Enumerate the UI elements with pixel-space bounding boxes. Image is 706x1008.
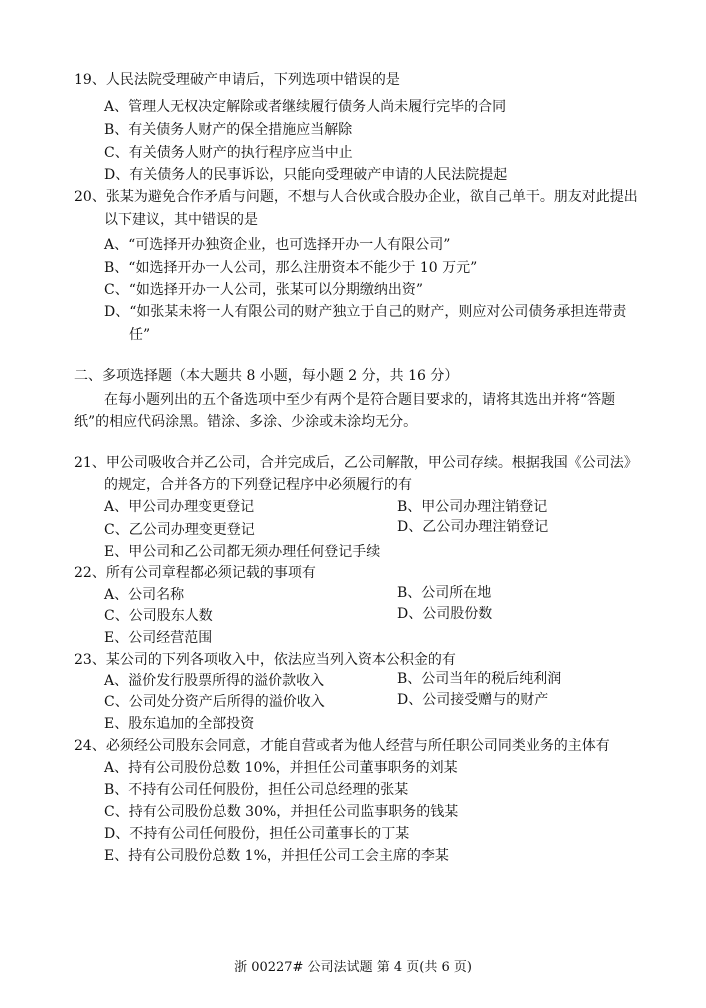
question-24-option-e: E、持有公司股份总数 1%，并担任公司工会主席的李某 [104, 848, 449, 864]
question-21-option-c: C、乙公司办理变更登记 [104, 522, 255, 538]
question-20-stem-line2: 以下建议，其中错误的是 [104, 212, 258, 228]
question-21-stem-line1: 21、甲公司吸收合并乙公司，合并完成后，乙公司解散，甲公司存续。根据我国《公司法》 [74, 455, 638, 471]
question-21-option-b: B、甲公司办理注销登记 [397, 499, 548, 515]
question-21-stem-line2: 的规定，合并各方的下列登记程序中必须履行的有 [104, 477, 412, 493]
question-24-option-a: A、持有公司股份总数 10%，并担任公司董事职务的刘某 [104, 760, 458, 776]
question-19-option-c: C、有关债务人财产的执行程序应当中止 [104, 145, 353, 161]
question-22-stem: 22、所有公司章程都必须记载的事项有 [74, 565, 316, 581]
question-19-stem: 19、人民法院受理破产申请后，下列选项中错误的是 [74, 72, 400, 88]
question-23-option-b: B、公司当年的税后纯利润 [397, 671, 562, 687]
question-22-option-d: D、公司股份数 [397, 606, 493, 622]
question-20-stem-line1: 20、张某为避免合作矛盾与问题，不想与人合伙或合股办企业，欲自己单干。朋友对此提出 [74, 189, 638, 205]
question-20-option-b: B、“如选择开办一人公司，那么注册资本不能少于 10 万元” [104, 260, 478, 276]
question-20-option-d-continued: 任” [129, 327, 151, 343]
question-23-option-e: E、股东追加的全部投资 [104, 716, 255, 732]
section-2-heading: 二、多项选择题（本大题共 8 小题，每小题 2 分，共 16 分） [74, 368, 459, 384]
question-20-option-d: D、“如张某未将一人有限公司的财产独立于自己的财产，则应对公司债务承担连带责 [104, 304, 627, 320]
question-24-option-b: B、不持有公司任何股份，担任公司总经理的张某 [104, 782, 409, 798]
question-23-option-d: D、公司接受赠与的财产 [397, 692, 549, 708]
section-2-instruction-line1: 在每小题列出的五个备选项中至少有两个是符合题目要求的，请将其选出并将“答题 [104, 392, 616, 408]
question-21-option-a: A、甲公司办理变更登记 [104, 499, 255, 515]
question-19-option-b: B、有关债务人财产的保全措施应当解除 [104, 122, 353, 138]
question-23-stem: 23、某公司的下列各项收入中，依法应当列入资本公积金的有 [74, 652, 456, 668]
question-24-stem: 24、必须经公司股东会同意，才能自营或者为他人经营与所任职公司同类业务的主体有 [74, 738, 610, 754]
question-19-option-d: D、有关债务人的民事诉讼，只能向受理破产申请的人民法院提起 [104, 167, 508, 183]
question-20-option-a: A、“可选择开办独资企业，也可选择开办一人有限公司” [104, 237, 451, 253]
page-footer: 浙 00227# 公司法试题 第 4 页(共 6 页) [234, 960, 472, 975]
question-22-option-a: A、公司名称 [104, 587, 185, 603]
section-2-instruction-line2: 纸”的相应代码涂黑。错涂、多涂、少涂或未涂均无分。 [74, 414, 418, 430]
question-24-option-c: C、持有公司股份总数 30%，并担任公司监事职务的钱某 [104, 804, 459, 820]
question-22-option-b: B、公司所在地 [397, 585, 492, 601]
question-21-option-d: D、乙公司办理注销登记 [397, 519, 549, 535]
question-20-option-c: C、“如选择开办一人公司，张某可以分期缴纳出资” [104, 282, 424, 298]
question-22-option-e: E、公司经营范围 [104, 630, 213, 646]
question-19-option-a: A、管理人无权决定解除或者继续履行债务人尚未履行完毕的合同 [104, 99, 507, 115]
question-22-option-c: C、公司股东人数 [104, 608, 213, 624]
question-23-option-a: A、溢价发行股票所得的溢价款收入 [104, 673, 325, 689]
question-21-option-e: E、甲公司和乙公司都无须办理任何登记手续 [104, 544, 381, 560]
question-24-option-d: D、不持有公司任何股份，担任公司董事长的丁某 [104, 826, 410, 842]
question-23-option-c: C、公司处分资产后所得的溢价收入 [104, 694, 325, 710]
